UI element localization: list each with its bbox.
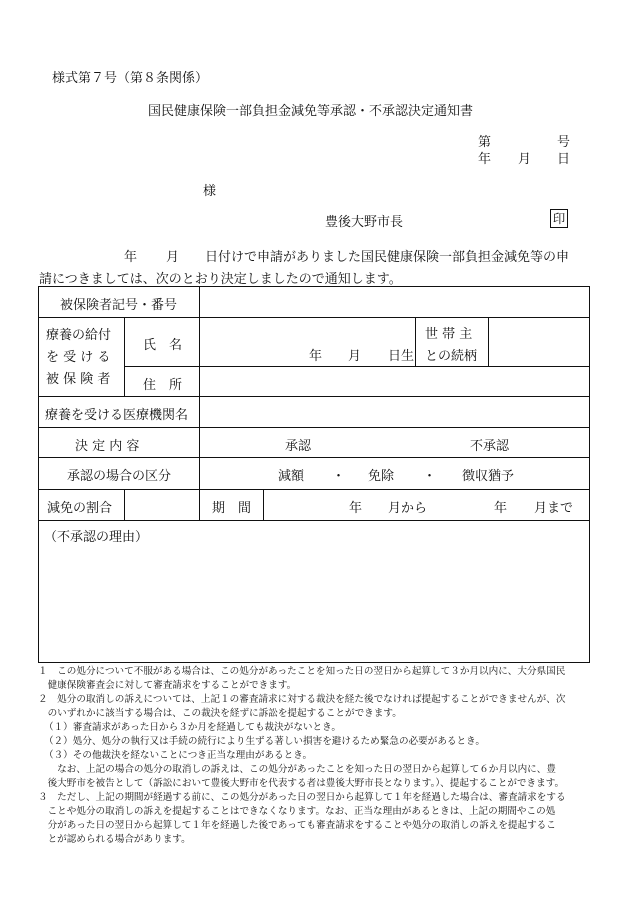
note-line: 後大野市を被告として（訴訟において豊後大野市を代表する者は豊後大野市長となります。）、提起することができます。 [38, 778, 565, 789]
category-separator-1: ・ [332, 469, 346, 484]
address-label: 住 所 [143, 378, 183, 393]
note-line: （３）その他裁決を経ないことにつき正当な理由があるとき。 [44, 750, 313, 761]
period-label: 期 間 [212, 501, 252, 516]
category-label: 承認の場合の区分 [67, 469, 172, 484]
birth-month: 月 [348, 349, 362, 364]
household-label-line1: 世 帯 主 [425, 327, 473, 342]
date-year: 年 [478, 152, 492, 167]
reason-label: （不承認の理由） [44, 530, 149, 545]
period-to-month: 月まで [534, 501, 574, 516]
note-line: とが認められる場合があります。 [38, 834, 191, 845]
note-line: のいずれかに該当する場合は、この裁決を経ずに訴訟を提起することができます。 [38, 708, 402, 719]
seal-mark: 印 [550, 209, 568, 228]
household-label-line2: との続柄 [425, 349, 478, 364]
note-line: なお、上記の場合の処分の取消しの訴えは、この処分があったことを知った日の翌日から起算して６か月以内に、豊 [38, 764, 556, 775]
date-month: 月 [518, 152, 532, 167]
note-line: （２）処分、処分の執行又は手続の続行により生ずる著しい損害を避けるため緊急の必要があるとき。 [44, 736, 485, 747]
category-reduction: 減額 [278, 469, 305, 484]
birth-day: 日生 [388, 349, 415, 364]
form-number: 様式第７号（第８条関係） [52, 71, 209, 86]
period-from-year: 年 [349, 501, 363, 516]
page-title: 国民健康保険一部負担金減免等承認・不承認決定通知書 [148, 104, 474, 119]
doc-number-suffix: 号 [557, 135, 571, 150]
recipient-label-line1: 療養の給付 [46, 328, 112, 343]
decision-approved: 承認 [285, 439, 312, 454]
doc-number-prefix: 第 [478, 135, 492, 150]
category-exemption: 免除 [368, 469, 395, 484]
note-line: 分があった日の翌日から起算して１年を経過した後であっても審査請求をすることや処分の取消しの訴えを提起するこ [38, 820, 556, 831]
note-line: ３ ただし、上記の期間が経過する前に、この処分があった日の翌日から起算して１年を経過した場合は、審査請求をする [38, 792, 566, 803]
name-label: 氏 名 [143, 338, 183, 353]
note-line: ことや処分の取消しの訴えを提起することはできなくなります。なお、正当な理由があるときは、上記の期間やこの処 [38, 806, 556, 817]
intro-line1: 日付けで申請がありました国民健康保険一部負担金減免等の申 [205, 250, 570, 265]
period-from-month: 月から [388, 501, 428, 516]
recipient-label-line2: を 受 け る [46, 350, 111, 365]
ratio-label: 減免の割合 [47, 501, 113, 516]
note-line: （１）審査請求があった日から３か月を経過しても裁決がないとき。 [44, 722, 341, 733]
decision-label: 決 定 内 容 [75, 439, 140, 454]
addressee-suffix: 様 [203, 184, 217, 199]
intro-month: 月 [166, 250, 180, 265]
note-line: 健康保険審査会に対して審査請求をすることができます。 [38, 680, 297, 691]
decision-not-approved: 不承認 [470, 439, 510, 454]
note-line: １ この処分について不服がある場合は、この処分があったことを知った日の翌日から起算して３か月以内に、大分県国民 [38, 666, 566, 677]
intro-year: 年 [124, 250, 138, 265]
insured-number-label: 被保険者記号・番号 [60, 298, 178, 313]
period-to-year: 年 [494, 501, 508, 516]
category-separator-2: ・ [423, 469, 437, 484]
date-day: 日 [557, 152, 571, 167]
note-line: ２ 処分の取消しの訴えについては、上記１の審査請求に対する裁決を経た後でなければ提起することができませんが、次 [38, 694, 566, 705]
intro-line2: 請につきましては、次のとおり決定しましたので通知します。 [39, 272, 402, 287]
birth-year: 年 [309, 349, 323, 364]
issuer-name: 豊後大野市長 [325, 215, 404, 230]
institution-label: 療養を受ける医療機関名 [45, 408, 189, 423]
category-deferral: 徴収猶予 [462, 469, 515, 484]
recipient-label-line3: 被 保 険 者 [46, 372, 111, 387]
